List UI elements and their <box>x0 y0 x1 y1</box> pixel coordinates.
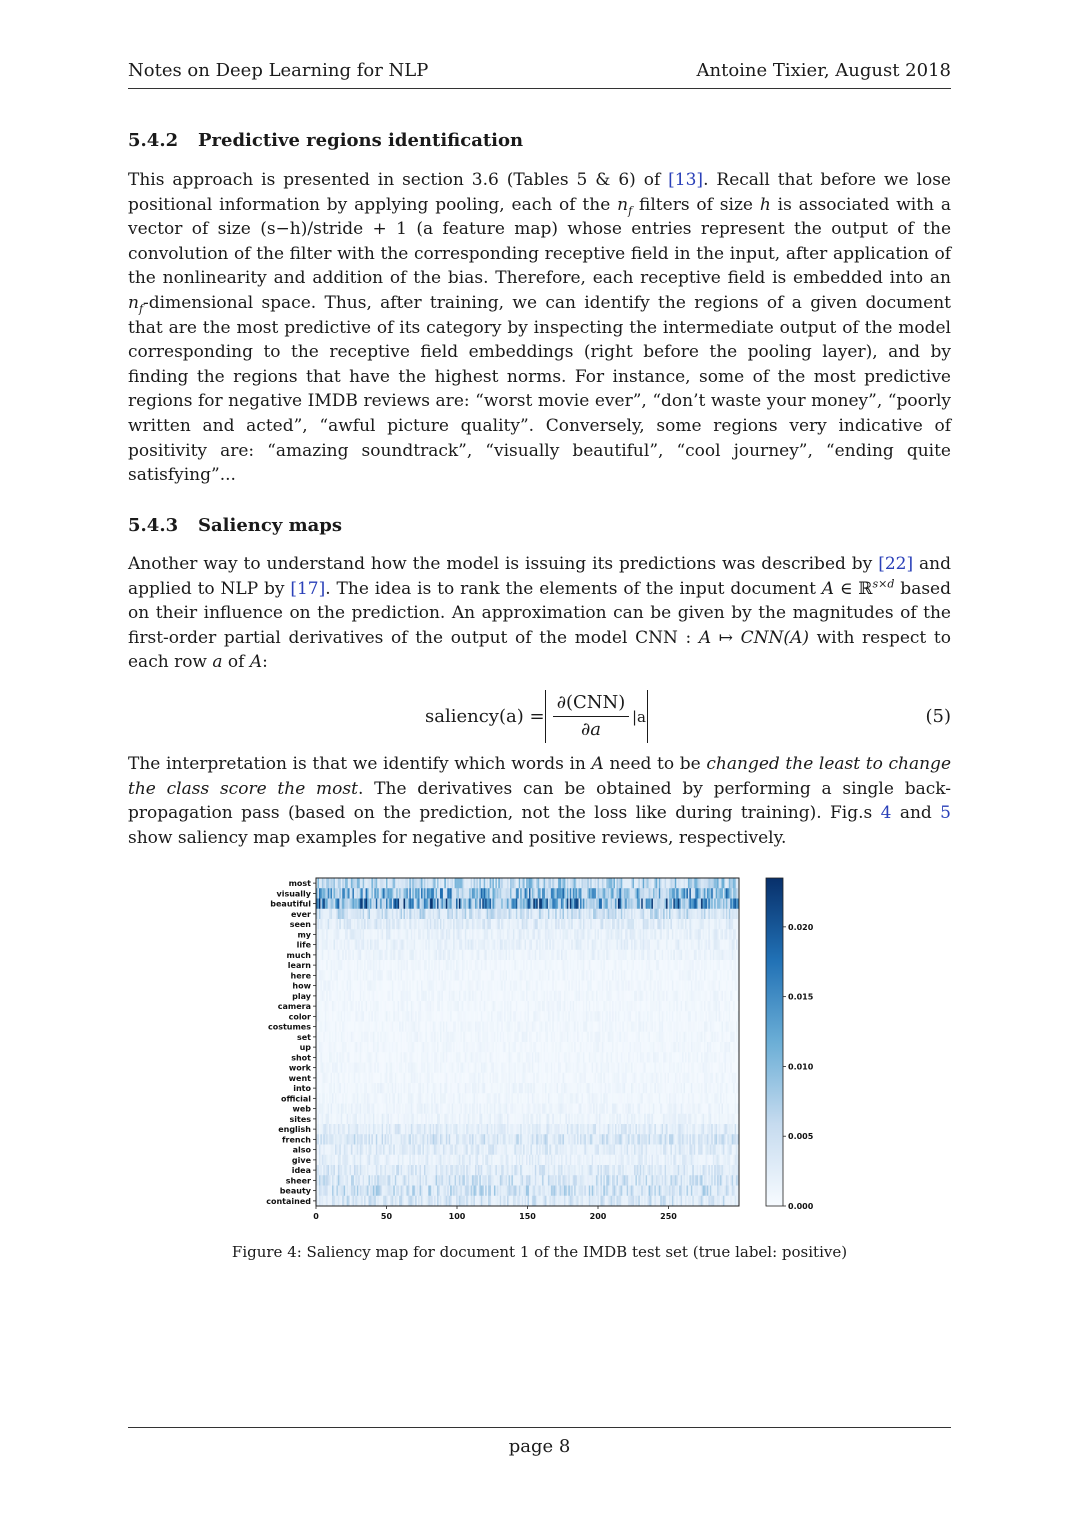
row-label-here: here <box>290 971 311 981</box>
heatmap-row-beauty <box>316 1186 739 1197</box>
section-5-4-2-heading <box>128 130 523 151</box>
row-label-costumes: costumes <box>267 1022 311 1032</box>
x-tick-label-250: 250 <box>660 1212 677 1221</box>
fraction-numerator: ∂(CNN) <box>556 692 626 713</box>
inline-fraction: (s−h)/stride <box>260 219 364 240</box>
row-label-how: how <box>292 981 311 991</box>
colorbar-tick-label-0.010: 0.010 <box>788 1062 814 1072</box>
figure-caption: Figure 4: Saliency map for document 1 of the IMDB test set (true label: positive) <box>231 1243 848 1261</box>
section-number: 5.4.2 <box>128 130 179 151</box>
figure-link[interactable]: 4 <box>880 803 892 824</box>
heatmap-row-work <box>316 1063 739 1074</box>
row-label-ever: ever <box>290 909 311 919</box>
row-label-most: most <box>288 879 311 889</box>
row-label-visually: visually <box>276 889 311 899</box>
heatmap-row-life <box>316 940 739 951</box>
row-label-went: went <box>288 1073 311 1083</box>
x-tick-label-50: 50 <box>380 1212 393 1221</box>
row-label-learn: learn <box>287 961 311 971</box>
section-title: Saliency maps <box>198 515 342 536</box>
row-label-life: life <box>296 940 311 950</box>
heatmap-row-shot <box>316 1052 739 1063</box>
header-author-date: Antoine Tixier, August 2018 <box>696 60 951 81</box>
heatmap-row-color <box>316 1011 739 1022</box>
row-label-camera: camera <box>277 1002 311 1012</box>
page-footer <box>128 1427 951 1457</box>
colorbar-tick-label-0.015: 0.015 <box>788 992 814 1002</box>
header-title: Notes on Deep Learning for NLP <box>128 60 429 81</box>
citation-link[interactable]: [22] <box>878 554 914 574</box>
row-label-beauty: beauty <box>279 1186 311 1196</box>
heatmap-row-into <box>316 1083 739 1094</box>
heatmap-row-official <box>316 1093 739 1104</box>
row-labels <box>266 879 316 1206</box>
heatmap-row-up <box>316 1042 739 1053</box>
row-label-set: set <box>296 1032 311 1042</box>
heatmap-row-learn <box>316 960 739 971</box>
heatmap-row-play <box>316 991 739 1002</box>
row-label-sheer: sheer <box>285 1176 311 1186</box>
colorbar-ticks <box>783 923 814 1211</box>
heatmap-row-most <box>316 878 739 889</box>
paragraph-saliency-intro: Another way to understand how the model is issuing its predictions was described by [22] and applied to NLP by [17]. The idea is to rank the elements of the input document A ∈ ℝ$^{s\times d}$ based on their influence on the prediction. An approximation can be given by the magnitudes of the first-order partial derivatives of the output of the model CNN : A ↦ CNN(A) with respect to each row a of A: <box>128 554 951 673</box>
heatmap-cells <box>316 878 739 1206</box>
heatmap-row-ever <box>316 909 739 920</box>
page-number: page 8 <box>508 1436 571 1457</box>
row-label-shot: shot <box>291 1053 311 1063</box>
heatmap-row-give <box>316 1155 739 1166</box>
heatmap-row-beautiful <box>316 899 739 910</box>
heatmap-row-sites <box>316 1114 739 1125</box>
heatmap-row-how <box>316 981 739 992</box>
saliency-heatmap-chart <box>260 872 820 1222</box>
row-label-into: into <box>293 1084 311 1094</box>
row-label-french: french <box>282 1135 311 1145</box>
row-label-contained: contained <box>266 1196 311 1206</box>
row-label-sites: sites <box>289 1114 311 1124</box>
fraction-denominator: ∂a <box>580 719 602 740</box>
heatmap-row-sheer <box>316 1175 739 1186</box>
heatmap-row-here <box>316 970 739 981</box>
heatmap-row-set <box>316 1032 739 1043</box>
equation-fraction <box>553 692 629 741</box>
x-axis-ticks <box>313 1206 677 1221</box>
row-label-give: give <box>291 1155 311 1165</box>
heatmap-row-also <box>316 1145 739 1156</box>
figure-link[interactable]: 5 <box>940 803 951 824</box>
equation-number: (5) <box>925 706 951 727</box>
fraction-line <box>553 716 629 717</box>
heatmap-row-contained <box>316 1196 739 1207</box>
x-tick-label-0: 0 <box>313 1212 319 1221</box>
heatmap-row-went <box>316 1073 739 1084</box>
heatmap-row-camera <box>316 1001 739 1012</box>
row-label-color: color <box>288 1012 311 1022</box>
figure-saliency-map <box>260 872 820 1222</box>
citation-link[interactable]: [17] <box>290 578 326 599</box>
row-label-also: also <box>292 1145 311 1155</box>
x-tick-label-200: 200 <box>589 1212 607 1221</box>
row-label-official: official <box>280 1094 311 1104</box>
citation-link[interactable]: [13] <box>668 170 704 190</box>
colorbar-tick-label-0.005: 0.005 <box>788 1132 814 1142</box>
row-label-web: web <box>292 1104 311 1114</box>
abs-bar-right <box>647 690 648 743</box>
x-tick-label-150: 150 <box>519 1212 536 1221</box>
colorbar-tick-label-0.000: 0.000 <box>788 1202 814 1211</box>
colorbar-tick-label-0.020: 0.020 <box>788 922 814 932</box>
heatmap-row-english <box>316 1124 739 1135</box>
section-number: 5.4.3 <box>128 515 179 536</box>
row-label-my: my <box>297 930 311 940</box>
heatmap-row-web <box>316 1104 739 1115</box>
heatmap-row-idea <box>316 1165 739 1176</box>
section-5-4-3-heading <box>128 515 342 536</box>
row-label-seen: seen <box>289 920 311 930</box>
heatmap-row-french <box>316 1134 739 1145</box>
section-title: Predictive regions identification <box>198 130 524 151</box>
row-label-english: english <box>278 1125 311 1135</box>
heatmap-row-costumes <box>316 1022 739 1033</box>
heatmap-row-visually <box>316 888 739 899</box>
heatmap-row-seen <box>316 919 739 930</box>
x-tick-label-100: 100 <box>448 1212 466 1221</box>
equation-lhs: saliency(a) = <box>425 706 545 727</box>
equation-5 <box>128 690 951 746</box>
paragraph-predictive-regions: This approach is presented in section 3.6 (Tables 5 & 6) of [13]. Recall that before we lose positional information by applying pooling, each of the $n_f$ filters of size h is associated with a vector of size (s−h)/stride + 1 (a feature map) whose entries represent the output of the convolution of the filter with the corresponding receptive field in the input, after application of the nonlinearity and addition of the bias. Therefore, each receptive field is embedded into an $n_f$-dimensional space. Thus, after training, we can identify the regions of a given document that are the most predictive of its category by inspecting the intermediate output of the model corresponding to the receptive field embeddings (right before the pooling layer), and by finding the regions that have the highest norms. For instance, some of the most predictive regions for negative IMDB reviews are: “worst movie ever”, “don’t waste your money”, “poorly written and acted”, “awful picture quality”. Conversely, some regions very indicative of positivity are: “amazing soundtrack”, “visually beautiful”, “cool journey”, “ending quite satisfying”... <box>128 170 951 486</box>
row-label-play: play <box>292 991 311 1001</box>
row-label-much: much <box>286 950 311 960</box>
evaluated-at: |a <box>632 708 646 726</box>
row-label-work: work <box>288 1063 311 1073</box>
row-label-beautiful: beautiful <box>270 899 311 909</box>
row-label-idea: idea <box>291 1166 311 1176</box>
heatmap-row-much <box>316 950 739 961</box>
heatmap-row-my <box>316 929 739 940</box>
abs-bar-left <box>545 690 546 743</box>
row-label-up: up <box>299 1043 311 1053</box>
colorbar <box>766 878 783 1206</box>
paragraph-interpretation: The interpretation is that we identify which words in A need to be changed the least to change the class score the most. The derivatives can be obtained by performing a single back-propagation pass (based on the prediction, not the loss like during training). Fig.s 4 and 5 show saliency map examples for negative and positive reviews, respectively. <box>128 754 951 848</box>
running-header <box>128 60 951 89</box>
